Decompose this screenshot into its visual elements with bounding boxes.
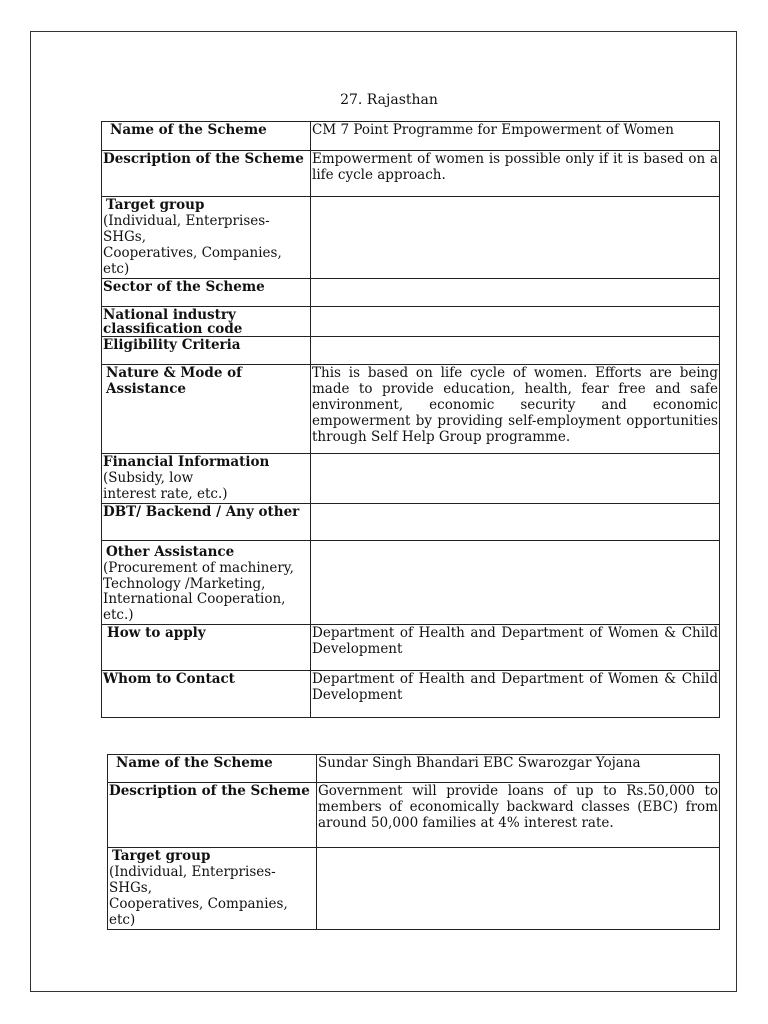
row-label: Financial Information (Subsidy, low interest rate, etc.): [102, 453, 311, 503]
table-row: [102, 336, 720, 364]
row-value: Empowerment of women is possible only if it is based on a life cycle approach.: [311, 151, 720, 197]
row-label: Nature & Mode of Assistance: [102, 364, 311, 453]
row-value: [311, 503, 720, 540]
row-label: National industry classification code: [102, 306, 311, 336]
row-value: Sundar Singh Bhandari EBC Swarozgar Yojana: [317, 755, 720, 783]
row-label: Whom to Contact: [102, 671, 311, 718]
table-row: [108, 783, 720, 848]
row-label: Target group (Individual, Enterprises-SHGs, Cooperatives, Companies, etc): [108, 848, 317, 930]
row-label: Description of the Scheme: [102, 151, 311, 197]
table-row: [102, 151, 720, 197]
row-value: [311, 278, 720, 306]
table-row: [108, 755, 720, 783]
row-label: Target group (Individual, Enterprises-SHGs, Cooperatives, Companies, etc): [102, 197, 311, 279]
page-heading: 27. Rajasthan: [340, 92, 438, 108]
row-value: Government will provide loans of up to Rs.50,000 to members of economically backward classes (EBC) from around 50,000 families at 4% interest rate.: [317, 783, 720, 848]
row-value: [317, 848, 720, 930]
table-row: [102, 453, 720, 503]
row-label: Other Assistance (Procurement of machinery, Technology /Marketing, International Cooperation, etc.): [102, 540, 311, 625]
table-row: [108, 848, 720, 930]
row-value: This is based on life cycle of women. Efforts are being made to provide education, health, fear free and safe environment, economic security and economic empowerment by providing self-employment opportunities through Self Help Group programme.: [311, 364, 720, 453]
row-label: Name of the Scheme: [108, 755, 317, 783]
row-label: How to apply: [102, 625, 311, 671]
row-value: [311, 453, 720, 503]
row-label: Description of the Scheme: [108, 783, 317, 848]
row-value: [311, 336, 720, 364]
row-value: [311, 540, 720, 625]
table-row: [102, 625, 720, 671]
table-row: [102, 197, 720, 279]
row-label: Eligibility Criteria: [102, 336, 311, 364]
table-row: [102, 122, 720, 151]
table-row: [102, 671, 720, 718]
table-row: [102, 540, 720, 625]
table-row: [102, 364, 720, 453]
scheme-table-1: [101, 121, 720, 718]
row-value: [311, 306, 720, 336]
table-row: [102, 306, 720, 336]
row-label: Sector of the Scheme: [102, 278, 311, 306]
row-value: Department of Health and Department of Women & Child Development: [311, 671, 720, 718]
row-label: DBT/ Backend / Any other: [102, 503, 311, 540]
table-row: [102, 503, 720, 540]
row-value: CM 7 Point Programme for Empowerment of Women: [311, 122, 720, 151]
scheme-table-2: [107, 754, 720, 930]
row-value: Department of Health and Department of Women & Child Development: [311, 625, 720, 671]
row-value: [311, 197, 720, 279]
row-label: Name of the Scheme: [102, 122, 311, 151]
table-row: [102, 278, 720, 306]
